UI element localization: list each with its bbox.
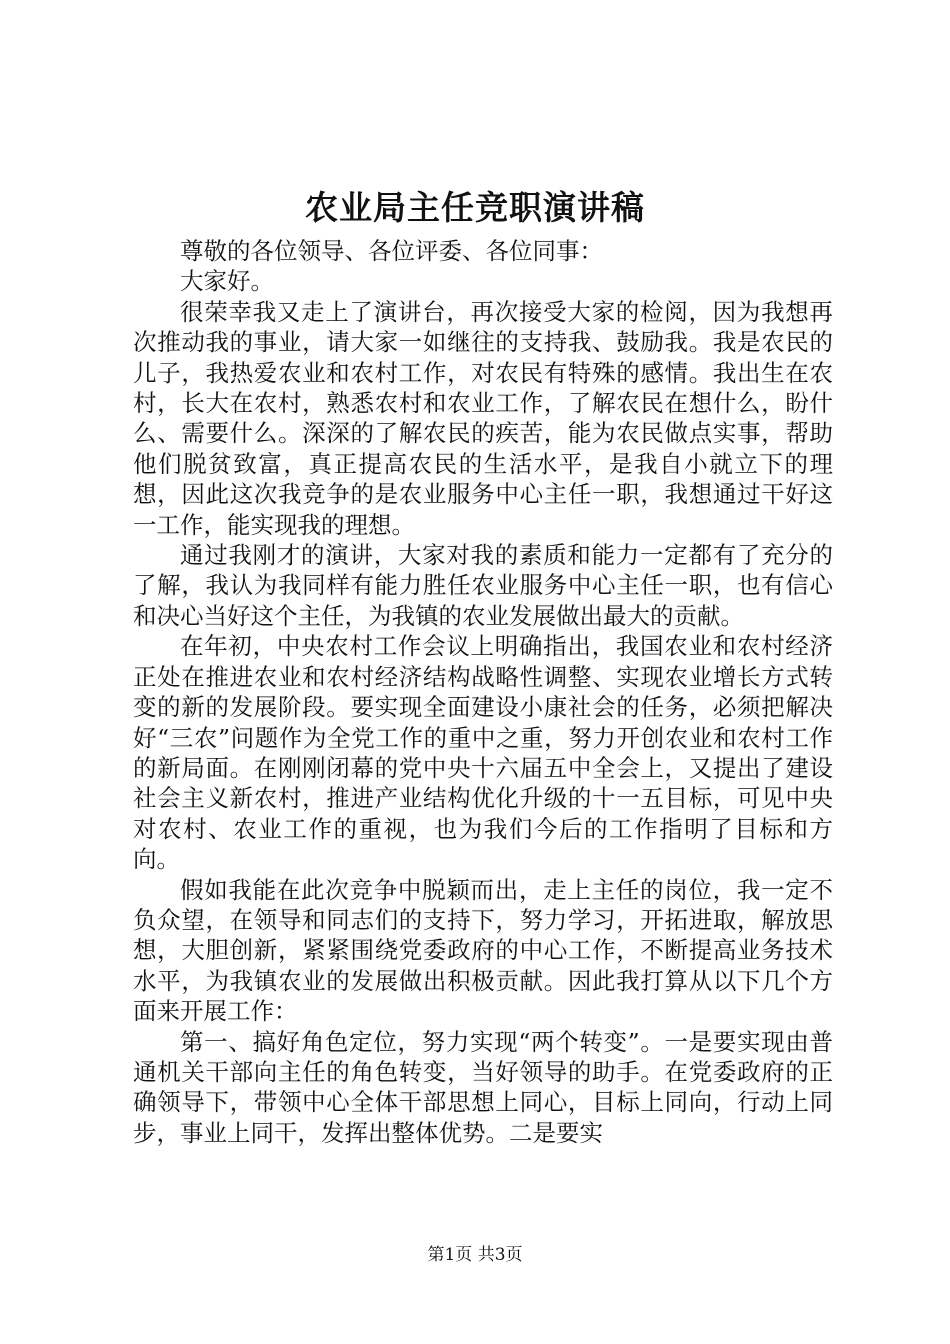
document-body bbox=[133, 236, 833, 1148]
body-paragraph: 假如我能在此次竞争中脱颖而出，走上主任的岗位，我一定不负众望，在领导和同志们的支持下，努力学习，开拓进取，解放思想，大胆创新，紧紧围绕党委政府的中心工作，不断提高业务技术水平，为我镇农业的发展做出积极贡献。因此我打算从以下几个方面来开展工作： bbox=[133, 875, 833, 1026]
greeting-paragraph: 大家好。 bbox=[180, 267, 274, 296]
body-paragraph: 在年初，中央农村工作会议上明确指出，我国农业和农村经济正处在推进农业和农村经济结构战略性调整、实现农业增长方式转变的新的发展阶段。要实现全面建设小康社会的任务，必须把解决好“三农”问题作为全党工作的重中之重，努力开创农业和农村工作的新局面。在刚刚闭幕的党中央十六届五中全会上，又提出了建设社会主义新农村，推进产业结构优化升级的十一五目标，可见中央对农村、农业工作的重视，也为我们今后的工作指明了目标和方向。 bbox=[133, 632, 833, 874]
body-paragraph: 很荣幸我又走上了演讲台，再次接受大家的检阅，因为我想再次推动我的事业，请大家一如继往的支持我、鼓励我。我是农民的儿子，我热爱农业和农村工作，对农民有特殊的感情。我出生在农村，长大在农村，熟悉农村和农业工作，了解农民在想什么，盼什么、需要什么。深深的了解农民的疾苦，能为农民做点实事，帮助他们脱贫致富，真正提高农民的生活水平，是我自小就立下的理想，因此这次我竞争的是农业服务中心主任一职，我想通过干好这一工作，能实现我的理想。 bbox=[133, 297, 833, 539]
salutation-paragraph: 尊敬的各位领导、各位评委、各位同事： bbox=[180, 237, 603, 265]
document-title: 农业局主任竞职演讲稿 bbox=[305, 188, 645, 227]
body-paragraph: 通过我刚才的演讲，大家对我的素质和能力一定都有了充分的了解，我认为我同样有能力胜任农业服务中心主任一职，也有信心和决心当好这个主任，为我镇的农业发展做出最大的贡献。 bbox=[133, 541, 833, 630]
body-paragraph: 第一、搞好角色定位，努力实现“两个转变”。一是要实现由普通机关干部向主任的角色转变，当好领导的助手。在党委政府的正确领导下，带领中心全体干部思想上同心，目标上同向，行动上同步，事业上同干，发挥出整体优势。二是要实 bbox=[133, 1027, 833, 1147]
page-number-footer: 第1页 共3页 bbox=[427, 1245, 523, 1265]
